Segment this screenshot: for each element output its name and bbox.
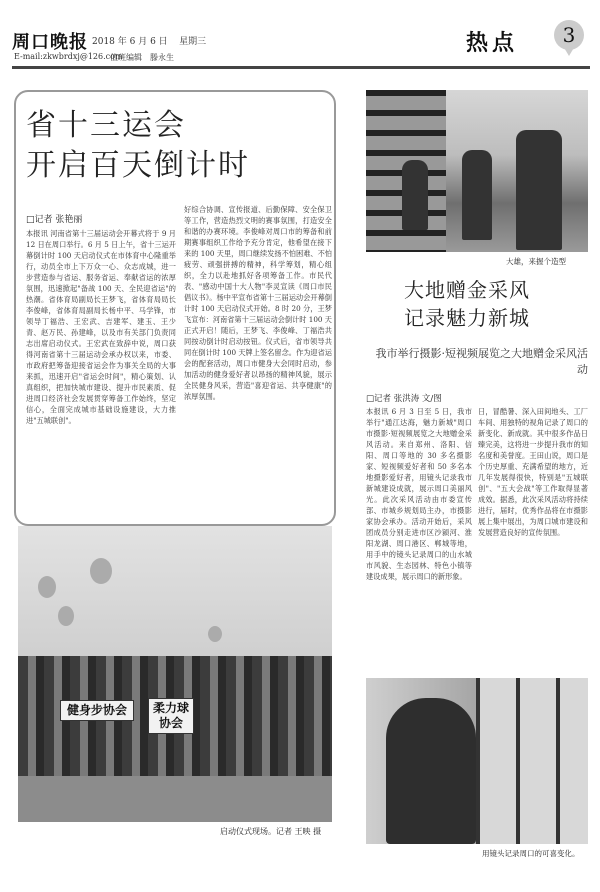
banner-sign: 柔力球协会 <box>148 698 194 734</box>
story-left-column-2: 好综合协调、宣传报道、后勤保障、安全保卫等工作，营造热烈文明的赛事氛围，打造安全和谐的办赛环境。李俊峰对周口市的筹备和前期赛事组织工作给予充分肯定，他希望在接下来的 100 天里，周口继续发扬不怕困难、不怕疲劳、顽强拼搏的精神，科学筹划，精心组织，全力以赴地抓好各项筹备工作。市民代表、"感动中国十大人物"李灵宣读《周口市民倡议书》。杨中平宣布省第十三届运动会开幕倒计时 100 天启动仪式开始。8 时 20 分，王梦飞宣布：河南省第十三届运动会倒计时 100 天正式开启！随后，王梦飞、李俊峰、丁福浩共同按动倒计时启动按钮。仪式后，省市领导共同在倒计时 100 天牌上签名留念。作为迎省运会的配套活动，周口市健身大会同时启动，参加活动的健身爱好者以昂扬的精神风貌，展示全民健身风采，营造"喜迎省运、共享健康"的浓厚氛围。 <box>184 205 332 401</box>
banner-sign: 健身步协会 <box>60 700 134 721</box>
section-title: 热点 <box>466 30 519 56</box>
story-right-column-2: 日，冒酷暑、深入田间地头、工厂车间、用独特的视角记录了周口的新变化、新成就。其中很多作品日臻完美，这将进一步提升我市的知名度和美誉度。王田山说，周口是个历史厚重、充满希望的地方，近几年发展得很快，特别是"五城联创"、"五大会战"等工作取得显著成效。据悉，此次采风活动将持续进行，届时，优秀作品将在市摄影展上集中展出，为周口城市建设和发展营造良好的宣传氛围。 <box>478 407 588 537</box>
duty-editors: 值班编辑 滕永生 <box>110 53 174 62</box>
story-right-column-1: 本报讯 6 月 3 日至 5 日，我市举行"通江达海，魅力新城"周口市摄影·短视频展览之大地赠金采风活动。来自郑州、洛阳、信阳、周口等地的 30 多名摄影家、短视频爱好者和 50 多名本地摄影爱好者，用镜头记录我市新城建设成就，展示周口美丽风光。此次采风活动由市委宣传部、市城乡规划局主办，市摄影家协会承办。活动开始后，采风团成员分别走进市区沙颍河、淮阳龙湖、周口港区、郸城等地，用手中的镜头记录周口的山水城市风貌、生态园林、特色小镇等建设成果，展示周口的新形象。 <box>366 407 472 581</box>
opening-ceremony-photo <box>18 526 332 822</box>
photographer-figure <box>386 698 476 844</box>
balloon-icon <box>208 626 222 642</box>
window-frame <box>476 678 588 844</box>
story-left-frame <box>14 90 336 526</box>
newspaper-logo: 周口晚报 <box>12 32 88 53</box>
balloon-icon <box>58 606 74 626</box>
balloon-icon <box>38 576 56 598</box>
ground <box>18 776 332 822</box>
masthead-rule <box>12 66 590 69</box>
issue-date: 2018 年 6 月 6 日 <box>92 37 168 47</box>
dateline <box>92 34 206 47</box>
person-figure <box>462 150 492 240</box>
story-left-column-1: 本报讯 河南省第十三届运动会开幕式将于 9 月 12 日在周口举行。6 月 5 日上午，省十三运开幕倒计时 100 天启动仪式在市体育中心隆重举行，动员全市上下万众一心、众志成城，进一步营造参与省运、服务省运、奉献省运的浓厚氛围，迅速掀起"备战 100 天、全民迎省运"的热潮。省体育局副局长王梦飞，省体育局局长李俊峰，省体育局副局长杨中平、马学锋，市领导丁福浩、王宏武、吉建军、建玉、王少青、赵万民、孙建峰，以及市有关部门负责同志出席启动仪式。王宏武在致辞中说，周口获得河南省第十三届运动会承办权以来，市委、市政府把筹备迎接省运会作为事关全局的大事来抓，迅速开启"省运会时间"，精心策划、认真组织，把加快城市建设、提升市民素质、促进周口经济社会发展贯穿筹备工作始终，坚定信心，全面完成城市基础设施建设，大力推进"五城联创"。 <box>26 229 176 425</box>
photo-caption-right-bottom: 用镜头记录周口的可喜变化。 <box>482 849 580 858</box>
contact-email: E-mail:zkwbrdxj@126.com <box>14 52 123 61</box>
masthead <box>0 0 600 68</box>
story-right-headline: 大地赠金采风 记录魅力新城 <box>404 278 530 330</box>
person-figure <box>516 130 562 250</box>
story-left-byline: □记者 张艳丽 <box>26 215 83 225</box>
person-figure <box>402 160 428 230</box>
story-right-subheadline: 我市举行摄影·短视频展览之大地赠金采风活动 <box>375 347 588 376</box>
story-left-headline: 省十三运会 开启百天倒计时 <box>26 108 250 183</box>
story-right-byline: □记者 张洪涛 文/图 <box>366 394 442 404</box>
page-number-badge: 3 <box>554 20 584 50</box>
park-photo <box>366 90 588 252</box>
balloon-icon <box>90 558 112 584</box>
photographer-photo <box>366 678 588 844</box>
photo-caption-left: 启动仪式现场。记者 王映 摄 <box>220 827 322 836</box>
photo-caption-right-top: 大雄，来握个造型 <box>506 257 566 266</box>
issue-weekday: 星期三 <box>179 37 207 47</box>
